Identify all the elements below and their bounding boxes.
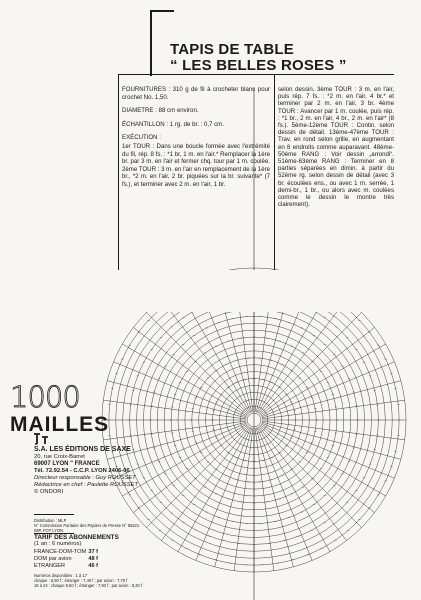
tarif-label: ETRANGER: [34, 563, 66, 569]
publisher-logo-icon: [33, 433, 49, 445]
masthead-divider: [34, 514, 74, 515]
tarif-value: 37 f: [88, 549, 98, 555]
tarif-value: 48 f: [88, 556, 98, 562]
tarif-subtitle: (1 an : 6 numéros): [34, 541, 82, 547]
publisher-phone: Tél. 72.92.54 - C.C.P. LYON 2406-06: [34, 468, 130, 474]
distribution-text: Distribution : MLP: [34, 518, 67, 523]
printer-text: IMP. FOT LYON: [34, 528, 64, 533]
tarif-title: TARIF DES ABONNEMENTS: [34, 534, 119, 541]
instructions-continued-text: selon dessin. 3ème TOUR : 3 m. en l'air, puis rép. 7 fs. : *2 m. en l'air, 4 br.* et terminer par 2 m. en l'air, 3 br. 4ème TOUR : Avancer par 1 m. coulée, puis rép. : *1 br., 2 m. en l'air, 4 br., 2 m. en l'air* (8 fs.). 5ème-12ème TOUR : Contin. selon dessin de détail. 13ème-47ème TOUR : Trav. en rond selon grille, en augmentant en 8 endroits comme auparavant. 48ème-50ème RANG : Voir dessin „arrondi“. 51ème-63ème RANG : Terminer en 8 parties séparées en dimin. à partir du 52ème rg. selon dessin de détail (avec 3 br. écoulées ens., ou avec 1 m. serrée, 1 demi-br., 1 br., ou alors avec m. coulées comme le dessin le montre très clairement).: [278, 86, 394, 209]
logo-mailles: MAILLES: [10, 413, 110, 436]
publisher-city: 69007 LYON " FRANCE: [34, 461, 100, 467]
diametre-text: DIAMETRE : 88 cm environ.: [122, 107, 199, 115]
publisher-name: S.A. LES ÉDITIONS DE SAXE: [34, 446, 131, 453]
copyright-text: © ONDORI: [34, 489, 64, 495]
tarif-label: DOM par avion: [34, 556, 72, 562]
tarif-row: [34, 563, 98, 570]
publisher-block: [34, 446, 144, 496]
back-issues-line: Numéros disponibles : 1 à 17: [34, 573, 88, 578]
tarif-value: 46 f: [88, 563, 98, 569]
back-issues-line: chaque : 6,50 f ; étranger : 7,40 f ; par avion : 7,70 f: [34, 578, 128, 583]
logo-1000: 1000: [10, 380, 80, 414]
tarif-row: [34, 556, 98, 563]
distribution-block: [34, 518, 144, 533]
tarif-row: [34, 549, 98, 556]
echantillon-text: ÉCHANTILLON : 1 rg. de br. : 0,7 cm.: [122, 120, 224, 128]
editor-credit: Rédactrice en chef : Paulette ROUSSET: [34, 482, 139, 488]
director-credit: Directeur responsable : Guy ROUSSET: [34, 475, 136, 481]
fournitures-text: FOURNITURES : 310 g de fil à crocheter blanc pour crochet No. 1,50.: [122, 86, 270, 101]
publisher-address: 20, rue Croix-Barret: [34, 454, 85, 460]
commission-text: N° Commission Paritaire des Papiers de Presse N° 58221: [34, 523, 140, 528]
back-issues-block: [34, 573, 144, 588]
tarif-label: FRANCE-DOM-TOM: [34, 549, 87, 555]
page-title: TAPIS DE TABLE “ LES BELLES ROSES ”: [170, 41, 347, 74]
execution-heading: EXÉCUTION :: [122, 134, 161, 142]
back-issues-line: 18 à 24 : chaque 8,50 f ; étranger : 7,90 f ; par avion : 8,20 f: [34, 583, 143, 588]
execution-text: 1er TOUR : Dans une boucle formée avec l'extrémité du fil, rép. 8 fs. : *1 br, 1 m. en l'air.* Remplacer la 1ère br. par 3 m. en l'air et fermer chq. tour par 1 m. coulée. 2ème TOUR : 3 m. en l'air en remplacement de la 1ère br., *2 m. en l'air, 2 br. piquées sur la br. suivante* (7 fs.), et terminer avec 2 m. en l'air, 1 br.: [122, 142, 270, 188]
